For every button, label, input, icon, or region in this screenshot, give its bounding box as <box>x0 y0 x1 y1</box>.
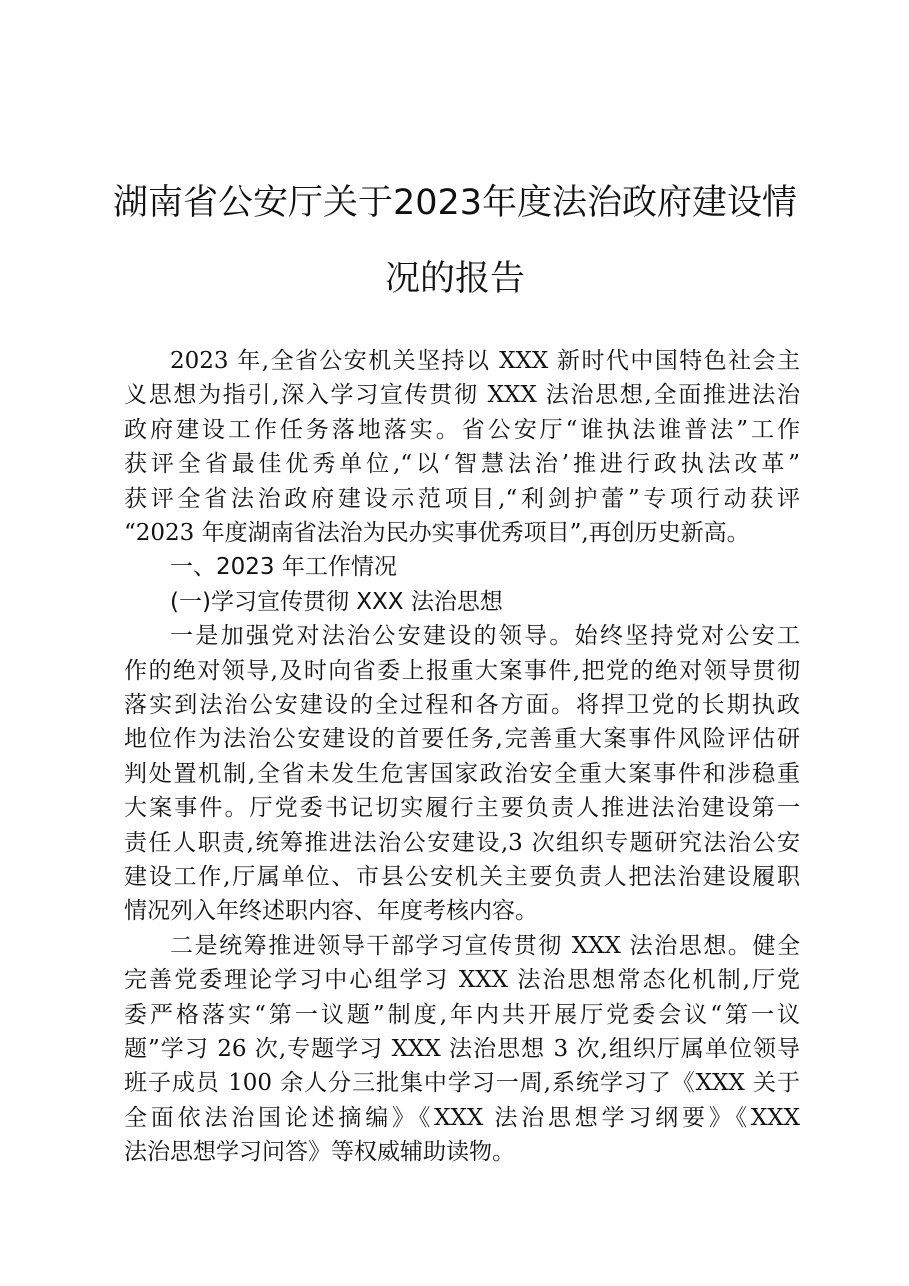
intro-paragraph-line: 获评全省法治政府建设示范项目,“利剑护蕾”专项行动获评 <box>124 485 800 512</box>
section-heading: 一、2023 年工作情况 <box>170 554 397 581</box>
paragraph-2-line: 完善党委理论学习中心组学习 XXX 法治思想常态化机制,厅党 <box>124 967 800 994</box>
paragraph-1-line: 作的绝对领导,及时向省委上报重大案事件,把党的绝对领导贯彻 <box>124 657 800 684</box>
paragraph-1-line: 判处置机制,全省未发生危害国家政治安全重大案事件和涉稳重 <box>124 760 800 787</box>
paragraph-1-line: 大案事件。厅党委书记切实履行主要负责人推进法治建设第一 <box>124 795 800 822</box>
paragraph-2-line: 法治思想学习问答》等权威辅助读物。 <box>124 1139 515 1166</box>
paragraph-1-line: 落实到法治公安建设的全过程和各方面。将捍卫党的长期执政 <box>124 692 800 718</box>
document-title-line-1: 湖南省公安厅关于2023年度法治政府建设情 <box>112 183 798 223</box>
paragraph-1-line: 建设工作,厅属单位、市县公安机关主要负责人把法治建设履职 <box>124 864 800 890</box>
subsection-heading: (一)学习宣传贯彻 XXX 法治思想 <box>170 588 503 615</box>
paragraph-2-line: 班子成员 100 余人分三批集中学习一周,系统学习了《XXX 关于 <box>124 1070 800 1097</box>
intro-paragraph-line: 获评全省最佳优秀单位,“以‘智慧法治’推进行政执法改革” <box>124 451 800 478</box>
paragraph-1-line: 责任人职责,统筹推进法治公安建设,3 次组织专题研究法治公安 <box>124 829 800 856</box>
paragraph-1-line: 一是加强党对法治公安建设的领导。始终坚持党对公安工 <box>170 623 800 650</box>
paragraph-2-line: 题”学习 26 次,专题学习 XXX 法治思想 3 次,组织厅属单位领导 <box>124 1036 800 1062</box>
paragraph-2-line: 二是统筹推进领导干部学习宣传贯彻 XXX 法治思想。健全 <box>170 932 800 959</box>
paragraph-1-line: 情况列入年终述职内容、年度考核内容。 <box>124 898 538 925</box>
intro-paragraph-line: 义思想为指引,深入学习宣传贯彻 XXX 法治思想,全面推进法治 <box>124 382 800 409</box>
paragraph-2-line: 委严格落实“第一议题”制度,年内共开展厅党委会议“第一议 <box>124 1001 800 1028</box>
paragraph-2-line: 全面依法治国论述摘编》《XXX 法治思想学习纲要》《XXX <box>124 1104 800 1131</box>
intro-paragraph-line: “2023 年度湖南省法治为民办实事优秀项目”,再创历史新高。 <box>124 520 750 546</box>
intro-paragraph-line: 2023 年,全省公安机关坚持以 XXX 新时代中国特色社会主 <box>170 348 800 374</box>
intro-paragraph-line: 政府建设工作任务落地落实。省公安厅“谁执法谁普法”工作 <box>124 416 800 443</box>
paragraph-1-line: 地位作为法治公安建设的首要任务,完善重大案事件风险评估研 <box>124 726 800 753</box>
document-title-line-2: 况的报告 <box>384 259 525 299</box>
